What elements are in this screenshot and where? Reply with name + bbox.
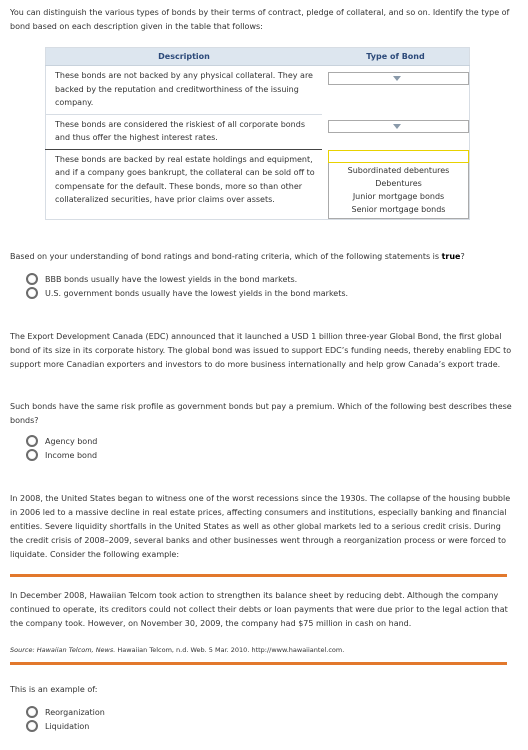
dropdown-option[interactable]: Debentures bbox=[375, 179, 422, 188]
q3-option-2[interactable]: Liquidation bbox=[26, 720, 89, 732]
example-paragraph: In December 2008, Hawaiian Telcom took action to strengthen its balance sheet by reducing debt. Although the company continued to operate, its creditors could not collect their debts or loan payments that were due prior to the legal action that the company took. However, on November 30, 2009, the company had $75 million in cash on hand. bbox=[10, 591, 508, 628]
radio-button[interactable] bbox=[26, 435, 38, 447]
bond-type-select-1[interactable] bbox=[328, 72, 469, 85]
divider-rule bbox=[10, 662, 507, 665]
source-citation: Source: Hawaiian Telcom, News. Hawaiian Telcom, n.d. Web. 5 Mar. 2010. http://www.hawaiiantel.com. bbox=[10, 646, 345, 654]
bond-type-select-2[interactable] bbox=[328, 120, 469, 133]
radio-button[interactable] bbox=[26, 273, 38, 285]
chevron-down-icon bbox=[393, 124, 401, 129]
chevron-down-icon bbox=[393, 76, 401, 81]
q1-prompt: Based on your understanding of bond ratings and bond-rating criteria, which of the following statements is true? bbox=[10, 252, 465, 261]
radio-button[interactable] bbox=[26, 287, 38, 299]
dropdown-option[interactable]: Junior mortgage bonds bbox=[352, 192, 445, 201]
dropdown-option[interactable]: Senior mortgage bonds bbox=[351, 205, 446, 214]
recession-paragraph: In 2008, the United States began to witness one of the worst recessions since the 1930s. The collapse of the housing bubble in 2006 led to a massive decline in real estate prices, affecting consumers and institutions, especially banking and financial entities. Severe liquidity shortfalls in the United States as well as other global markets led to a serious credit crisis. During the credit crisis of 2008–2009, several banks and other businesses went through a reorganization process or were forced to liquidate. Consider the following example: bbox=[10, 494, 511, 559]
radio-button[interactable] bbox=[26, 720, 38, 732]
bond-type-dropdown-list bbox=[328, 163, 469, 219]
q1-option-1[interactable]: BBB bonds usually have the lowest yields in the bond markets. bbox=[26, 273, 297, 285]
radio-button[interactable] bbox=[26, 706, 38, 718]
q3-option-1[interactable]: Reorganization bbox=[26, 706, 105, 718]
intro-text: You can distinguish the various types of bonds by their terms of contract, pledge of collateral, and so on. Identify the type of bond based on each description given in the table that follows: bbox=[10, 8, 510, 31]
q2-prompt: Such bonds have the same risk profile as government bonds but pay a premium. Which of the following best describes these bonds? bbox=[10, 402, 512, 425]
description-header: Description bbox=[46, 48, 323, 66]
bond-type-select-3[interactable] bbox=[328, 150, 469, 163]
q3-prompt: This is an example of: bbox=[10, 685, 98, 694]
q2-option-2[interactable]: Income bond bbox=[26, 449, 97, 461]
q1-option-2[interactable]: U.S. government bonds usually have the lowest yields in the bond markets. bbox=[26, 287, 348, 299]
edc-paragraph: The Export Development Canada (EDC) announced that it launched a USD 1 billion three-year Global Bond, the first global bond of its size in its corporate history. The global bond was issued to support EDC’s funding needs, thereby enabling EDC to support more Canadian exporters and investors to do more business internationally and help grow Canada’s export trade. bbox=[10, 332, 512, 369]
bond-type-table bbox=[45, 47, 470, 220]
bond-description-3: These bonds are backed by real estate holdings and equipment, and if a company goes bankrupt, the collateral can be sold off to compensate for the default. These bonds, more so than other collateralized securities, have prior claims over assets. bbox=[46, 149, 323, 220]
type-of-bond-header: Type of Bond bbox=[322, 48, 470, 66]
dropdown-option[interactable]: Subordinated debentures bbox=[347, 166, 450, 175]
bond-description-1: These bonds are not backed by any physical collateral. They are backed by the reputation and creditworthiness of the issuing company. bbox=[55, 71, 313, 107]
q2-option-1[interactable]: Agency bond bbox=[26, 435, 97, 447]
radio-button[interactable] bbox=[26, 449, 38, 461]
divider-rule bbox=[10, 574, 507, 577]
bond-description-2: These bonds are considered the riskiest of all corporate bonds and thus offer the highest interest rates. bbox=[46, 114, 323, 149]
